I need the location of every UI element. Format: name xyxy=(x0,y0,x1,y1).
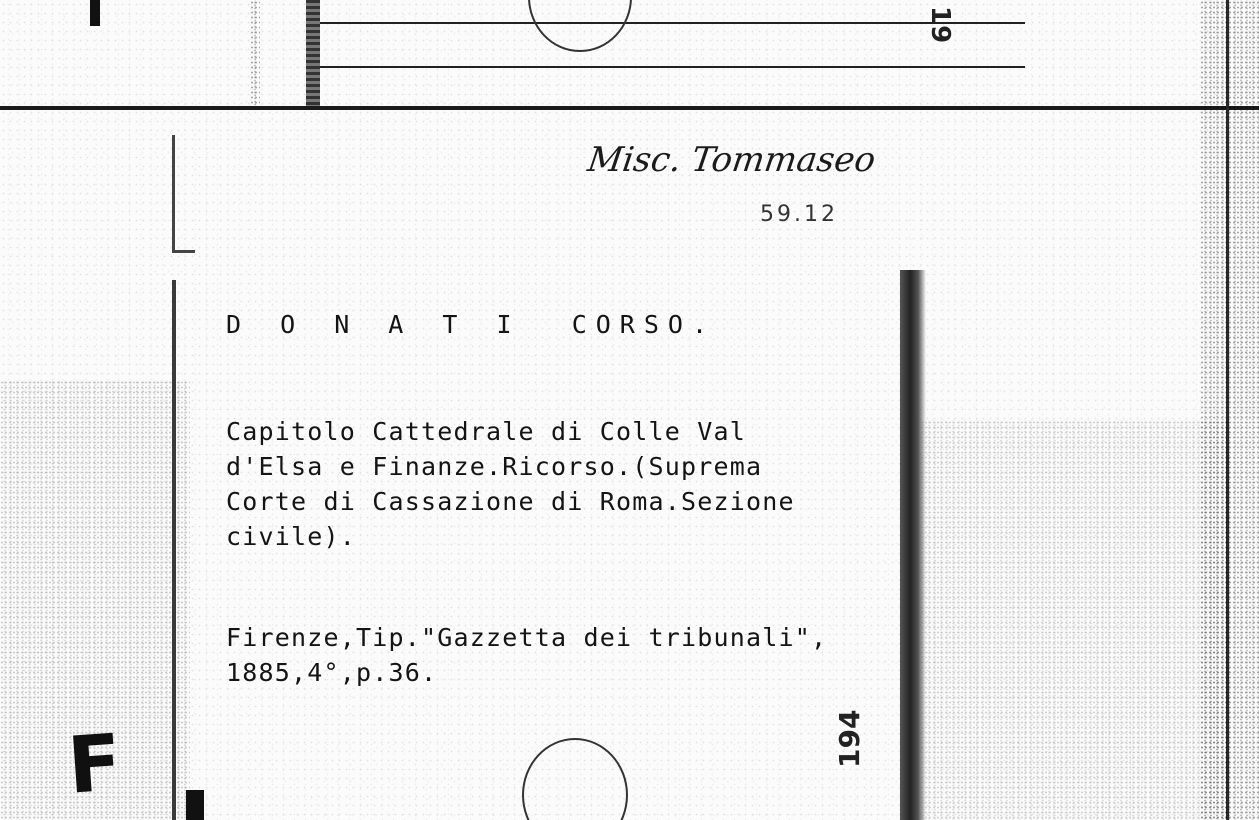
handwritten-collection-note: Misc. Tommaseo xyxy=(585,140,878,180)
card-left-edge xyxy=(160,280,190,820)
title-line: d'Elsa e Finanze.Ricorso.(Suprema xyxy=(226,452,763,481)
card-divider-line xyxy=(0,106,1259,110)
card-left-edge-line xyxy=(172,280,176,820)
handwritten-shelf-number: 59.12 xyxy=(760,202,838,227)
author-heading xyxy=(226,310,716,339)
previous-card-punch-hole xyxy=(528,0,632,52)
title-line: Capitolo Cattedrale di Colle Val xyxy=(226,417,747,446)
previous-card-number: 19 xyxy=(925,6,955,45)
card-bottom-left-mark xyxy=(186,790,204,820)
imprint-line: 1885,4°,p.36. xyxy=(226,658,438,687)
corner-index-letter: F xyxy=(64,718,125,812)
previous-card-rule xyxy=(320,22,1025,24)
title-line: Corte di Cassazione di Roma.Sezione xyxy=(226,487,795,516)
previous-card-strip xyxy=(0,0,1259,110)
card-number: 194 xyxy=(833,709,866,768)
previous-card-tab-mark xyxy=(90,0,100,26)
previous-card-edge xyxy=(250,0,260,108)
card-top-left-corner xyxy=(172,135,195,253)
card-right-edge xyxy=(900,270,926,820)
lower-right-noise xyxy=(900,420,1230,820)
previous-card-edge-dark xyxy=(306,0,320,108)
author-forename: CORSO. xyxy=(571,310,716,339)
previous-card-rule xyxy=(320,66,1025,68)
title-line: civile). xyxy=(226,522,357,551)
title-description xyxy=(226,414,795,554)
author-surname: D O N A T I xyxy=(226,310,524,339)
imprint xyxy=(226,620,827,690)
imprint-line: Firenze,Tip."Gazzetta dei tribunali", xyxy=(226,623,828,652)
